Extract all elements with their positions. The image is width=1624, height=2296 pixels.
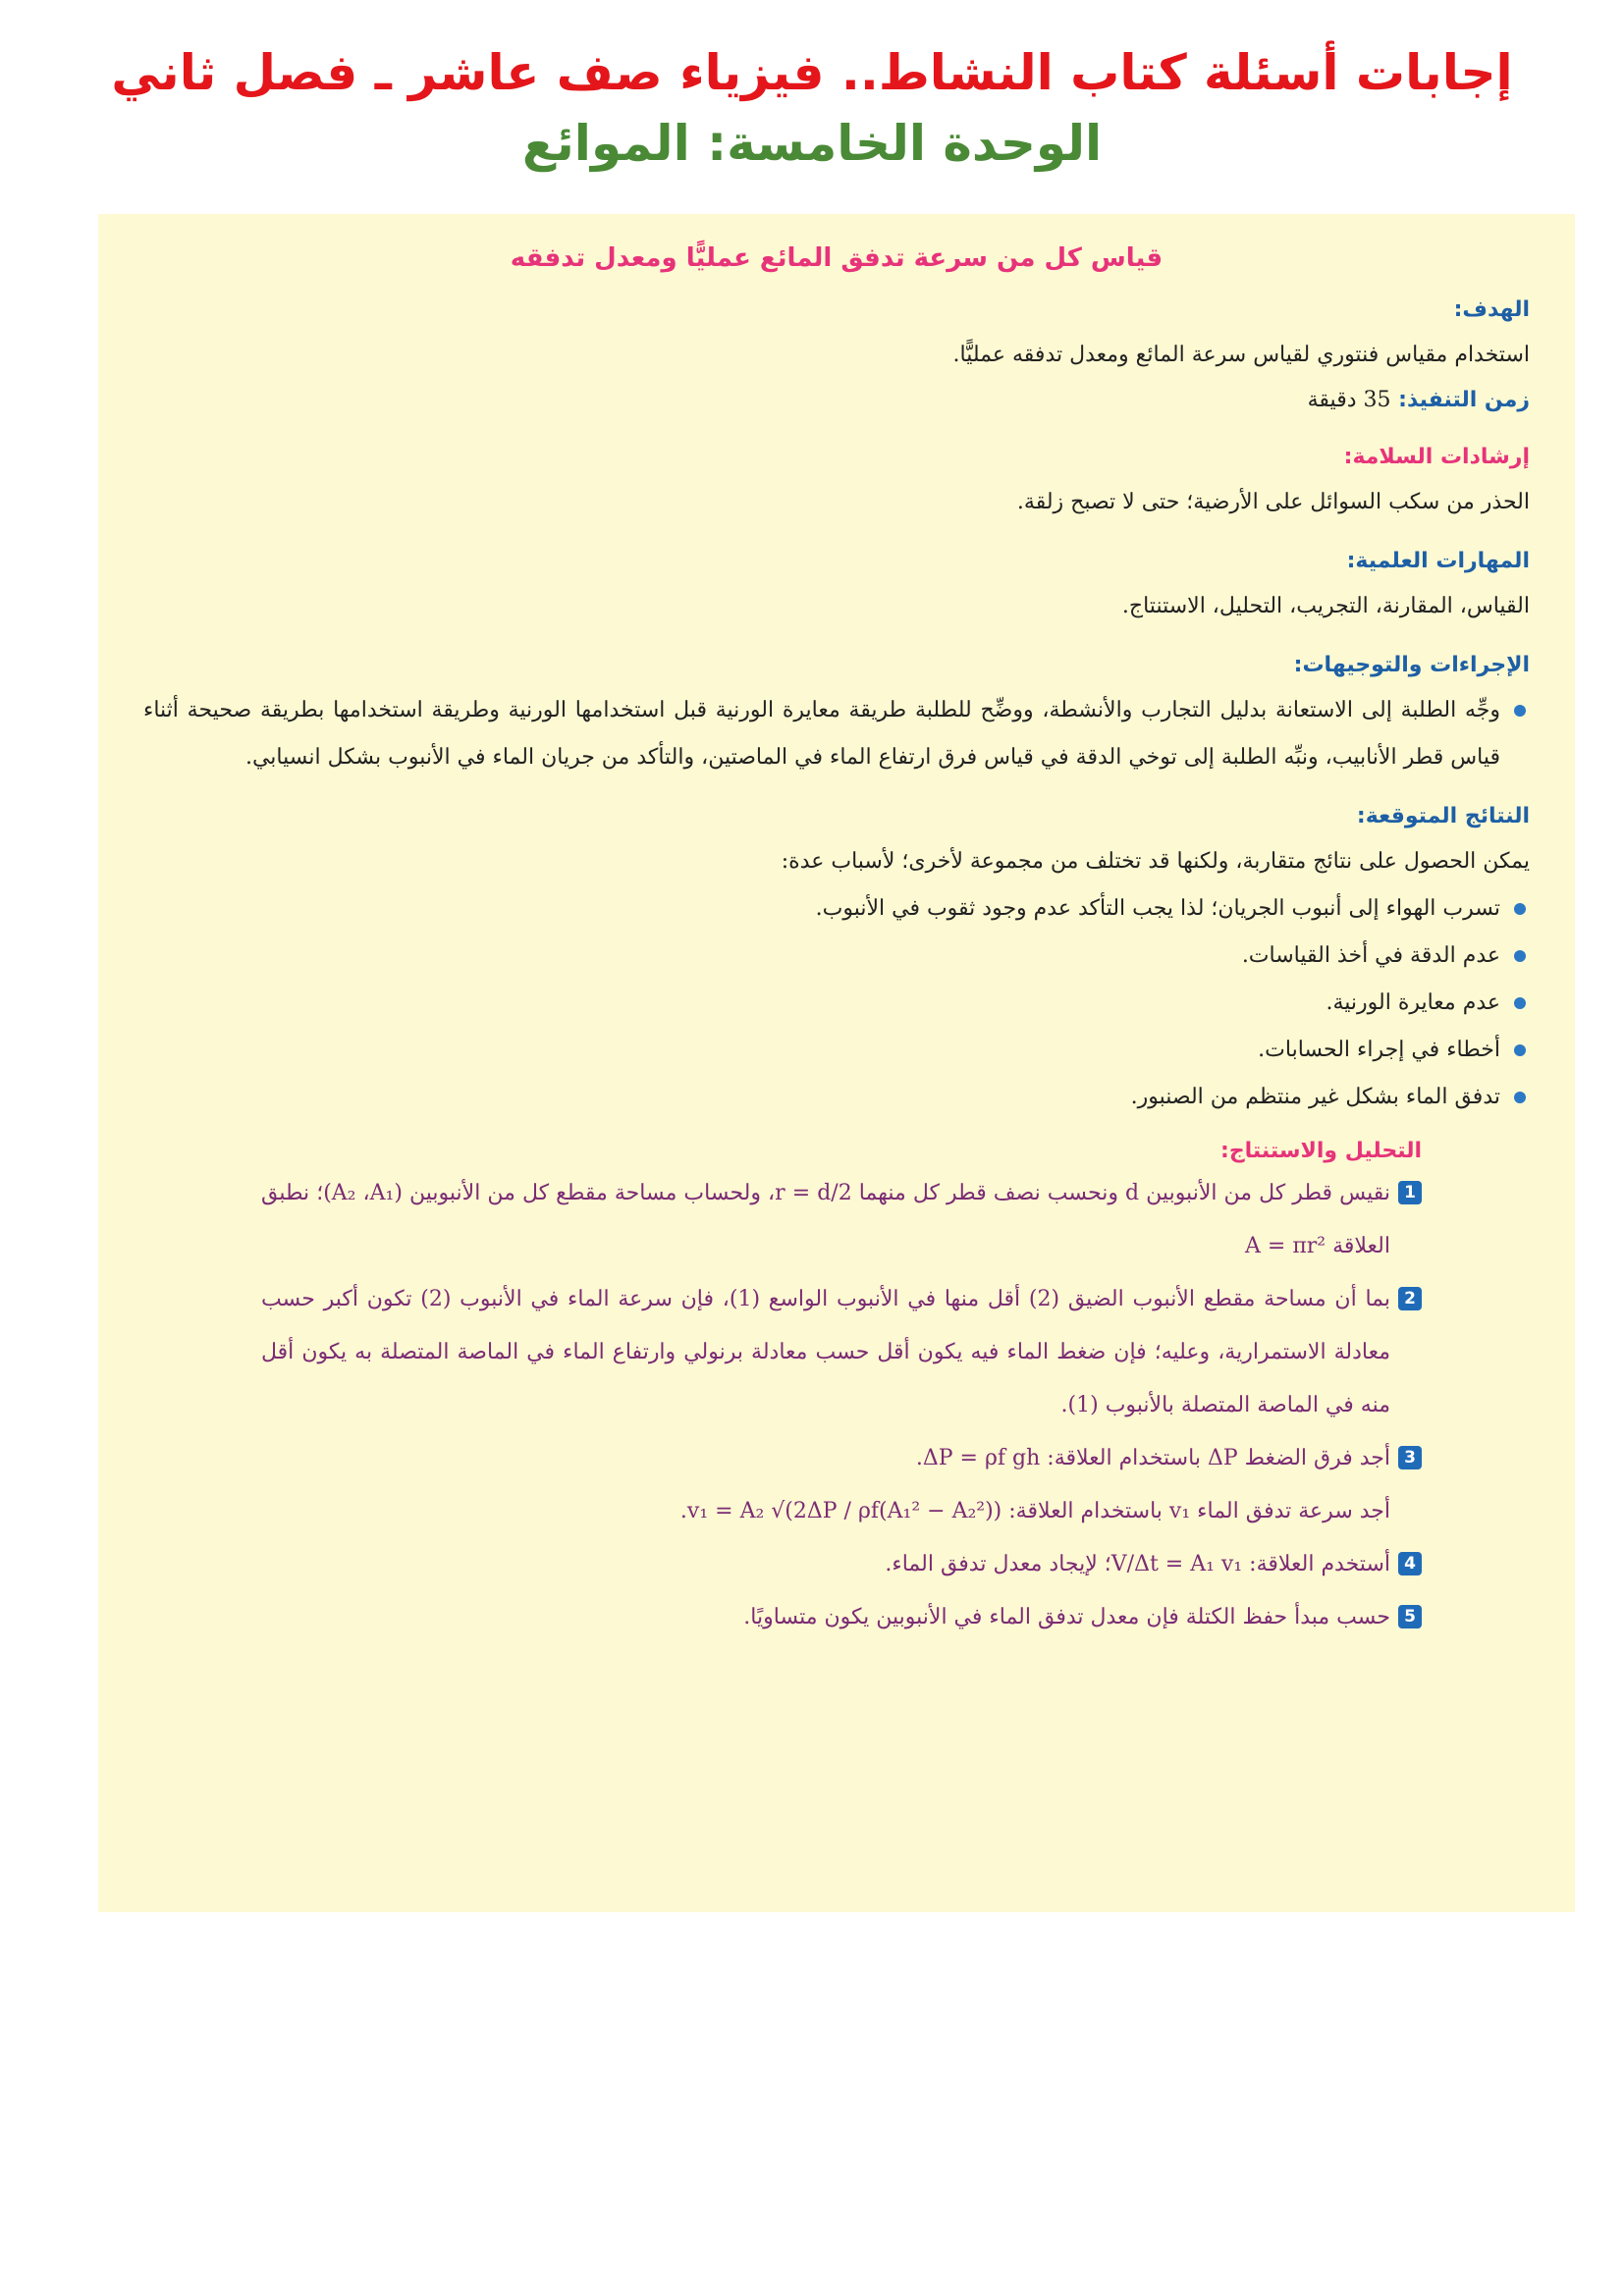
list-item: أخطاء في إجراء الحسابات. xyxy=(143,1027,1530,1074)
analysis-item xyxy=(261,1432,1422,1485)
goal-text: استخدام مقياس فنتوري لقياس سرعة المائع ومعدل تدفقه عمليًّا. xyxy=(952,343,1530,367)
list-item: عدم معايرة الورنية. xyxy=(143,980,1530,1027)
list-item: تدفق الماء بشكل غير منتظم من الصنبور. xyxy=(143,1074,1530,1121)
step-number-badge: 4 xyxy=(1398,1552,1422,1575)
page-title: إجابات أسئلة كتاب النشاط.. فيزياء صف عاشر ـ فصل ثاني xyxy=(111,44,1513,101)
step-number-badge: 3 xyxy=(1398,1446,1422,1469)
list-item: تسرب الهواء إلى أنبوب الجريان؛ لذا يجب التأكد عدم وجود ثقوب في الأنبوب. xyxy=(143,885,1530,933)
analysis-item xyxy=(261,1485,1422,1538)
skills-text: القياس، المقارنة، التجريب، التحليل، الاستنتاج. xyxy=(1121,594,1530,618)
analysis-item xyxy=(261,1167,1422,1273)
time-label: زمن التنفيذ: xyxy=(1398,388,1530,412)
analysis-item xyxy=(261,1273,1422,1432)
list-item: عدم الدقة في أخذ القياسات. xyxy=(143,933,1530,980)
results-intro: يمكن الحصول على نتائج متقاربة، ولكنها قد تختلف من مجموعة لأخرى؛ لأسباب عدة: xyxy=(781,849,1530,874)
activity-title: قياس كل من سرعة تدفق المائع عمليًّا ومعدل تدفقه xyxy=(510,243,1164,273)
analysis-label: التحليل والاستنتاج: xyxy=(1220,1139,1422,1163)
analysis-item xyxy=(261,1591,1422,1644)
time-row xyxy=(143,379,1530,422)
analysis-text: نقيس قطر كل من الأنبوبين d ونحسب نصف قطر كل منهما r = d/2، ولحساب مساحة مقطع كل من الأنبوبين (A₂ ،A₁)؛ نطبق العلاقة A = πr² xyxy=(261,1181,1391,1258)
analysis-list xyxy=(143,1167,1530,1644)
step-number-badge: 2 xyxy=(1398,1287,1422,1310)
activity-panel xyxy=(98,214,1575,1912)
time-value: 35 دقيقة xyxy=(1307,388,1391,412)
list-item: وجِّه الطلبة إلى الاستعانة بدليل التجارب والأنشطة، ووضِّح للطلبة طريقة معايرة الورنية قبل استخدامها الورنية وطريقة استخدامها بطريقة صحيحة أثناء قياس قطر الأنابيب، ونبِّه الطلبة إلى توخي الدقة في قياس فرق ارتفاع الماء في الماصتين، والتأكد من جريان الماء في الأنبوب بشكل انسيابي. xyxy=(143,687,1530,781)
analysis-text: أجد فرق الضغط ΔP باستخدام العلاقة: ΔP = ρf gh. xyxy=(915,1446,1390,1470)
skills-label: المهارات العلمية: xyxy=(1346,549,1530,573)
safety-text: الحذر من سكب السوائل على الأرضية؛ حتى لا تصبح زلقة. xyxy=(1016,490,1530,514)
results-list xyxy=(143,885,1530,1121)
page-header xyxy=(0,37,1624,179)
step-number-badge: 1 xyxy=(1398,1181,1422,1204)
analysis-text: بما أن مساحة مقطع الأنبوب الضيق (2) أقل منها في الأنبوب الواسع (1)، فإن سرعة الماء في الأنبوب (2) تكون أكبر حسب معادلة الاستمرارية، وعليه؛ فإن ضغط الماء فيه يكون أقل حسب معادلة برنولي وارتفاع الماء في الماصة المتصلة به يكون أقل منه في الماصة المتصلة بالأنبوب (1). xyxy=(261,1287,1390,1417)
results-label: النتائج المتوقعة: xyxy=(1356,804,1530,828)
step-number-badge: 5 xyxy=(1398,1605,1422,1629)
procedures-label: الإجراءات والتوجيهات: xyxy=(1293,653,1530,677)
analysis-item xyxy=(261,1538,1422,1591)
goal-label: الهدف: xyxy=(1453,297,1530,322)
safety-label: إرشادات السلامة: xyxy=(1343,445,1530,469)
analysis-text: أجد سرعة تدفق الماء v₁ باستخدام العلاقة: v₁ = A₂ √(2ΔP / ρf(A₁² − A₂²)). xyxy=(679,1499,1390,1523)
procedures-list xyxy=(143,687,1530,781)
analysis-text: أستخدم العلاقة: V/Δt = A₁ v₁؛ لإيجاد معدل تدفق الماء. xyxy=(885,1552,1390,1576)
unit-subtitle: الوحدة الخامسة: الموائع xyxy=(521,115,1103,172)
analysis-text: حسب مبدأ حفظ الكتلة فإن معدل تدفق الماء في الأنبوبين يكون متساويًا. xyxy=(743,1605,1390,1629)
